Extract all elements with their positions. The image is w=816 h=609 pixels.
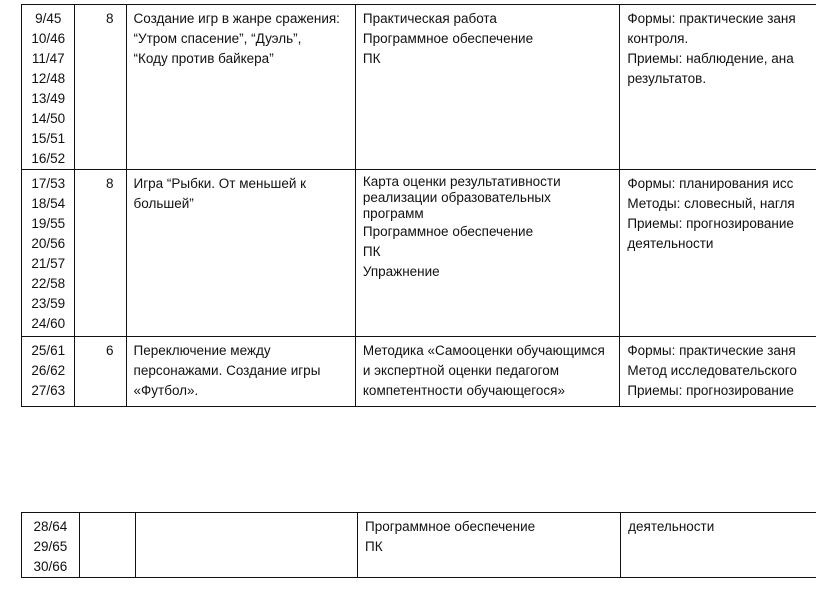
lesson-number: 16/52 <box>31 151 66 166</box>
methods-line: Приемы: прогнозирование <box>627 383 794 398</box>
methods-cell <box>620 337 816 407</box>
methods-line: деятельности <box>628 519 715 534</box>
lesson-number: 9/45 <box>35 11 62 26</box>
lesson-numbers-cell <box>22 337 75 407</box>
lesson-number: 10/46 <box>31 31 66 46</box>
lesson-number: 27/63 <box>31 383 66 398</box>
methods-line: Формы: планирования исс <box>627 176 794 191</box>
topic-line: Создание игр в жанре сражения: <box>133 11 340 26</box>
lesson-number: 23/59 <box>31 296 66 311</box>
lesson-number: 14/50 <box>31 111 66 126</box>
forms-line: ПК <box>362 51 381 66</box>
topic-cell <box>136 513 358 578</box>
forms-line: компетентности обучающегося» <box>362 383 565 398</box>
topic-line: “Коду против байкера” <box>133 51 274 66</box>
methods-cell <box>621 513 816 578</box>
forms-cell <box>355 5 619 170</box>
lesson-number: 13/49 <box>31 91 66 106</box>
methods-line: результатов. <box>627 71 707 86</box>
topic-cell <box>126 337 355 407</box>
methods-line: Методы: словесный, нагля <box>627 196 795 211</box>
topic-line: большей” <box>133 196 194 211</box>
lesson-numbers-cell <box>22 170 75 337</box>
forms-cell <box>355 170 619 337</box>
table-row <box>22 337 816 407</box>
lesson-number: 21/57 <box>31 256 66 271</box>
topic-line: Игра “Рыбки. От меньшей к <box>133 176 307 191</box>
lesson-number: 18/54 <box>31 196 66 211</box>
lesson-plan-table-top <box>21 4 816 407</box>
lesson-number: 20/56 <box>31 236 66 251</box>
hours-cell <box>79 513 135 578</box>
methods-line: Формы: практические заня <box>627 343 796 358</box>
topic-cell <box>126 5 355 170</box>
topic-line: “Утром спасение”, “Дуэль”, <box>133 31 302 46</box>
lesson-number: 11/47 <box>31 51 65 66</box>
methods-line: Формы: практические заня <box>627 11 796 26</box>
lesson-plan-table-bottom <box>21 512 816 578</box>
hours-cell: 8 <box>75 170 126 337</box>
methods-line: Приемы: наблюдение, ана <box>627 51 794 66</box>
table-row <box>22 513 816 578</box>
lesson-number: 29/65 <box>33 539 68 554</box>
topic-line: персонажами. Создание игры <box>133 363 321 378</box>
table-row <box>22 5 816 170</box>
forms-line: Карта оценки результативности <box>362 174 561 189</box>
methods-line: Приемы: прогнозирование <box>627 216 794 231</box>
lesson-numbers-cell <box>22 513 80 578</box>
lesson-number: 19/55 <box>31 216 66 231</box>
lesson-number: 12/48 <box>31 71 66 86</box>
forms-line: программ <box>362 206 424 221</box>
lesson-numbers-cell <box>22 5 75 170</box>
forms-cell <box>357 513 620 578</box>
hours-cell: 8 <box>75 5 126 170</box>
lesson-number: 25/61 <box>31 343 66 358</box>
methods-cell <box>620 170 816 337</box>
lesson-number: 26/62 <box>31 363 66 378</box>
forms-line: Методика «Самооценки обучающимся <box>362 343 605 358</box>
lesson-number: 28/64 <box>33 519 68 534</box>
forms-line: реализации образовательных <box>362 190 551 205</box>
topic-line: «Футбол». <box>133 383 199 398</box>
forms-line: Программное обеспечение <box>364 519 536 534</box>
topic-line: Переключение между <box>133 343 271 358</box>
lesson-number: 17/53 <box>31 176 66 191</box>
forms-line: Практическая работа <box>362 11 497 26</box>
topic-cell <box>126 170 355 337</box>
hours-cell: 6 <box>75 337 126 407</box>
lesson-number: 22/58 <box>31 276 66 291</box>
lesson-number: 24/60 <box>31 316 66 331</box>
forms-line: Программное обеспечение <box>362 31 534 46</box>
methods-line: Метод исследовательского <box>627 363 797 378</box>
forms-cell <box>355 337 619 407</box>
forms-line: ПК <box>362 244 381 259</box>
methods-line: контроля. <box>627 31 689 46</box>
forms-line: ПК <box>364 539 383 554</box>
forms-line: Упражнение <box>362 264 440 279</box>
lesson-number: 30/66 <box>33 559 68 574</box>
methods-line: деятельности <box>627 236 714 251</box>
lesson-number: 15/51 <box>31 131 66 146</box>
forms-line: Программное обеспечение <box>362 224 534 239</box>
table-row <box>22 170 816 337</box>
methods-cell <box>620 5 816 170</box>
forms-line: и экспертной оценки педагогом <box>362 363 560 378</box>
